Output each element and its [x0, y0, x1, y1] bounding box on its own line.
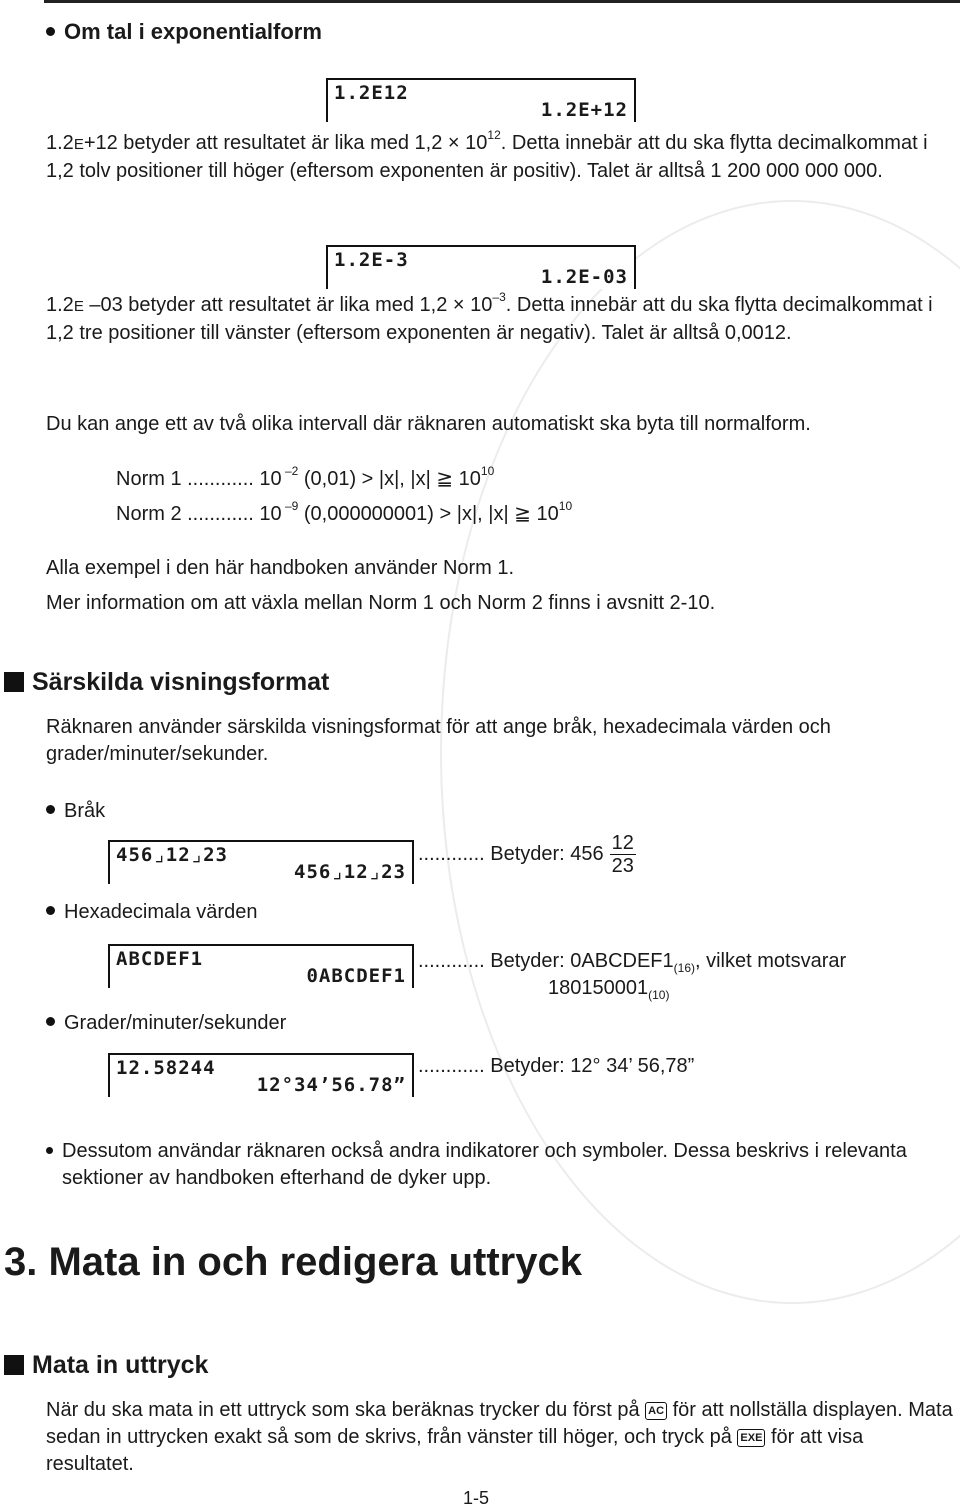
- bullet-icon: [46, 1017, 55, 1026]
- lcd-display-hex: [108, 944, 414, 988]
- lcd-line-input: 12.58244: [116, 1057, 216, 1079]
- lcd-display-dms: [108, 1053, 414, 1097]
- section-heading-display-formats: Särskilda visningsformat: [4, 667, 329, 697]
- bullet-icon: [46, 805, 55, 814]
- paragraph-positive-exponent: 1.2E+12 betyder att resultatet är lika med $1,2 \times 10^{12}$. Detta innebär att du ska flytta decimalkommat i 1,2 tolv positioner till höger (eftersom exponenten är positiv). Talet är alltså 1 200 000 000 000.: [46, 128, 928, 182]
- paragraph-indicators: Dessutom användar räknaren också andra indikatorer och symboler. Dessa beskrivs i relevanta sektioner av handboken efterhand de dyker upp.: [46, 1138, 922, 1192]
- dms-meaning: ............ Betyder: 12° 34’ 56,78”: [418, 1055, 695, 1077]
- lcd-line-input: 456⌟12⌟23: [116, 844, 228, 866]
- square-bullet-icon: [4, 1355, 24, 1375]
- lcd-display-fraction: [108, 840, 414, 884]
- paragraph-display-formats: Räknaren använder särskilda visningsformat för att ange bråk, hexadecimala värden och grader/minuter/sekunder.: [46, 716, 831, 765]
- fraction-value: $\frac{12}{23}$: [611, 832, 634, 877]
- bullet-icon: [46, 906, 55, 915]
- lcd-display-negative-exponent: [326, 245, 636, 289]
- topic-heading: Om tal i exponentialform: [46, 18, 322, 45]
- section-heading-enter-expressions: Mata in uttryck: [4, 1350, 208, 1380]
- paragraph-enter-expressions: När du ska mata in ett uttryck som ska beräknas trycker du först på AC för att nollställa displayen. Mata sedan in uttrycken exakt så som de skrivs, från vänster till höger, och tryck på EXE för att visa resultatet.: [46, 1399, 953, 1475]
- fraction-item-label: Bråk: [46, 798, 105, 825]
- lcd-display-positive-exponent: [326, 78, 636, 122]
- lcd-line-result: 1.2E-03: [540, 266, 628, 288]
- paragraph-norm-note: Alla exempel i den här handboken använder Norm 1.: [46, 557, 515, 579]
- lcd-line-result: 0ABCDEF1: [306, 965, 406, 987]
- lcd-line-result: 456⌟12⌟23: [294, 861, 406, 883]
- lcd-line-result: 12°34’56.78”: [256, 1074, 406, 1096]
- hex-meaning: ............ Betyder: $0ABCDEF1_{(16)}$, vilket motsvarar $180150001_{(10)}$: [418, 950, 847, 1002]
- lcd-line-input: ABCDEF1: [116, 948, 204, 970]
- paragraph-norm-reference: Mer information om att växla mellan Norm 1 och Norm 2 finns i avsnitt 2-10.: [46, 592, 716, 614]
- dms-item-label: Grader/minuter/sekunder: [46, 1010, 286, 1037]
- norm-2-line: Norm 2 ............ 10 $^{-9}$ (0,000000001) > |x|, |x| ≧ $10^{10}$: [116, 499, 573, 525]
- exe-key-icon: EXE: [737, 1429, 765, 1447]
- paragraph-intervals: Du kan ange ett av två olika intervall där räknaren automatiskt ska byta till normalform.: [46, 413, 811, 435]
- bullet-icon: [46, 1147, 53, 1154]
- chapter-heading: 3. Mata in och redigera uttryck: [4, 1240, 582, 1284]
- fraction-meaning: ............ Betyder: 456 $\frac{12}{23}$: [418, 832, 634, 877]
- top-rule: [44, 0, 960, 3]
- lcd-line-input: 1.2E-3: [334, 249, 409, 271]
- norm-1-line: Norm 1 ............ 10 $^{-2}$ (0,01) > |x|, |x| ≧ $10^{10}$: [116, 464, 495, 490]
- square-bullet-icon: [4, 672, 24, 692]
- lcd-line-input: 1.2E12: [334, 82, 409, 104]
- bullet-icon: [46, 27, 55, 36]
- hex-item-label: Hexadecimala värden: [46, 899, 257, 926]
- page-number: 1-5: [463, 1488, 490, 1508]
- lcd-line-result: 1.2E+12: [540, 99, 628, 121]
- paragraph-negative-exponent: 1.2E –03 betyder att resultatet är lika med $1,2 \times 10^{-3}$. Detta innebär att du ska flytta decimalkommat i 1,2 tre positioner till vänster (eftersom exponenten är negativ). Talet är alltså 0,0012.: [46, 290, 933, 344]
- ac-key-icon: AC: [645, 1402, 667, 1420]
